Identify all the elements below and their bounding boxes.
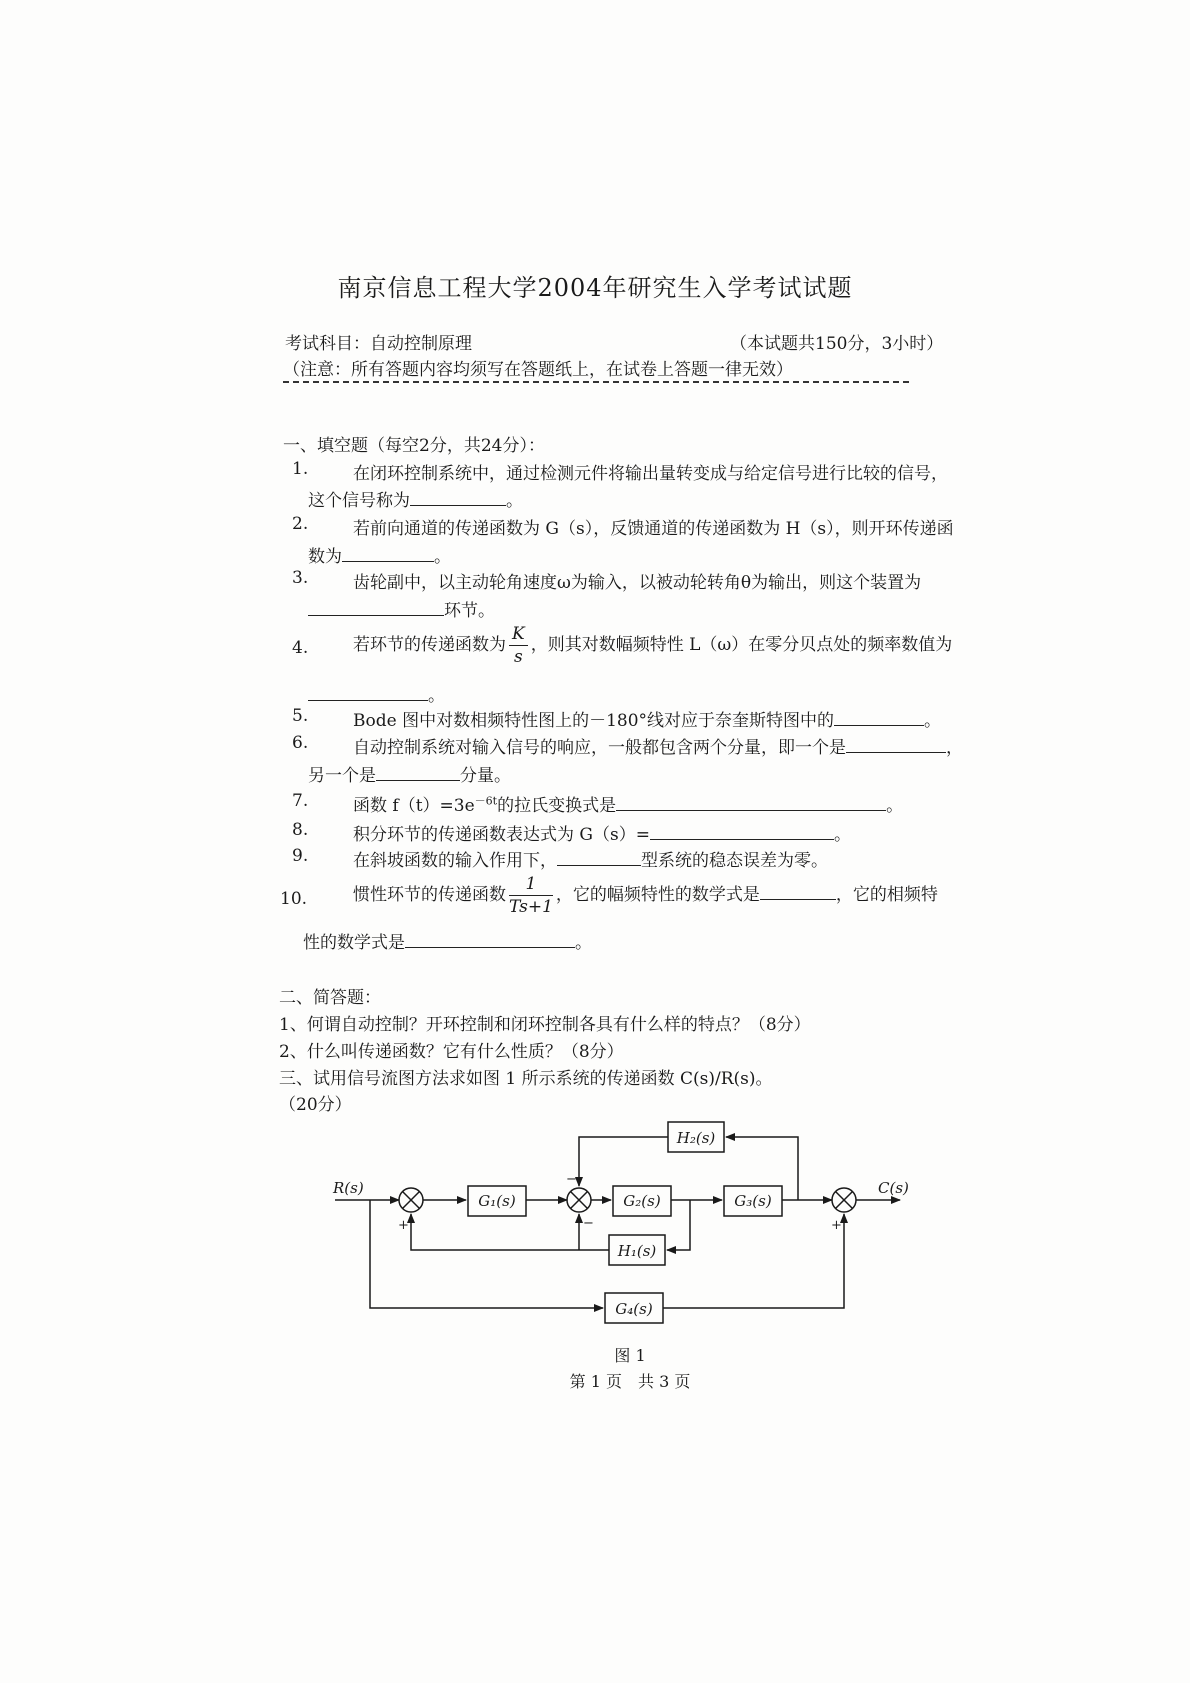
q3-end: 环节。 — [444, 601, 495, 621]
q6-cont-text: 另一个是 — [308, 766, 376, 786]
section1-heading: 一、填空题（每空2分，共24分）： — [283, 436, 545, 456]
q10-end: 。 — [575, 933, 592, 953]
q6-cont-end: 分量。 — [460, 766, 511, 786]
q6-text-body: 自动控制系统对输入信号的响应，一般都包含两个分量，即一个是 — [353, 738, 846, 758]
q1-number: 1. — [292, 459, 309, 479]
q7-post: 的拉氏变换式是 — [497, 796, 617, 816]
q6-end: ， — [946, 738, 963, 758]
exam-notice: （注意：所有答题内容均须写在答题纸上，在试卷上答题一律无效） — [283, 360, 793, 380]
q1-end: 。 — [506, 491, 523, 511]
q5-end: 。 — [924, 711, 942, 731]
q4-end: 。 — [428, 686, 445, 706]
sign-sj2-minus: − — [566, 1172, 577, 1187]
q9-post: 型系统的稳态误差为零。 — [641, 851, 828, 871]
figure-caption: 图 1 — [614, 1346, 646, 1365]
q8-number: 8. — [292, 820, 309, 840]
label-h1: H₁(s) — [617, 1242, 657, 1260]
q6-number: 6. — [292, 733, 309, 753]
q10-cont-text: 性的数学式是 — [303, 933, 405, 953]
q2-end: 。 — [434, 547, 451, 567]
q10-frac-denominator: Ts+1 — [509, 897, 553, 917]
q10-post: ，它的相频特 — [835, 885, 938, 905]
q7-number: 7. — [292, 791, 309, 811]
exam-title: 南京信息工程大学2004年研究生入学考试试题 — [337, 274, 853, 302]
q9-number: 9. — [292, 846, 309, 866]
q3-text: 齿轮副中，以主动轮角速度ω为输入，以被动轮转角θ为输出，则这个装置为 — [353, 573, 922, 593]
q8-end: 。 — [833, 825, 851, 845]
q5-text-body: Bode 图中对数相频特性图上的－180°线对应于奈奎斯特图中的 — [353, 711, 835, 731]
label-output: C(s) — [878, 1179, 909, 1197]
section3-score: （20分） — [279, 1095, 352, 1115]
q1-cont-text: 这个信号称为 — [308, 491, 410, 511]
q10-pre: 惯性环节的传递函数 — [353, 885, 506, 905]
label-g1: G₁(s) — [478, 1192, 516, 1210]
q10-number: 10. — [280, 889, 308, 909]
q4-post: ，则其对数幅频特性 L（ω）在零分贝点处的频率数值为 — [530, 635, 953, 655]
label-g3: G₃(s) — [734, 1192, 772, 1210]
q1-text: 在闭环控制系统中，通过检测元件将输出量转变成与给定信号进行比较的信号， — [353, 464, 948, 484]
q4-pre: 若环节的传递函数为 — [353, 635, 506, 655]
exam-subject: 考试科目：自动控制原理 — [285, 334, 472, 354]
sign-sj3-plus: + — [831, 1218, 842, 1233]
q7-end: 。 — [886, 796, 904, 816]
exam-score-info: （本试题共150分，3小时） — [730, 334, 944, 354]
section2-q2: 2、什么叫传递函数？它有什么性质？（8分） — [279, 1042, 624, 1062]
sign-sj1-plus: + — [398, 1218, 409, 1233]
page-footer: 第 1 页 共 3 页 — [569, 1372, 691, 1391]
label-h2: H₂(s) — [676, 1129, 716, 1147]
label-input: R(s) — [333, 1179, 364, 1197]
q7-exponent: －6t — [474, 794, 498, 808]
q10-frac-numerator: 1 — [509, 873, 553, 896]
q5-number: 5. — [292, 706, 309, 726]
q4-frac-denominator: s — [513, 647, 523, 667]
label-g4: G₄(s) — [615, 1300, 653, 1318]
section2-q1: 1、何谓自动控制？开环控制和闭环控制各具有什么样的特点？（8分） — [279, 1015, 811, 1035]
q4-frac-numerator: K — [509, 623, 528, 646]
q2-cont-text: 数为 — [308, 547, 342, 567]
q9-pre: 在斜坡函数的输入作用下， — [353, 851, 557, 871]
label-g2: G₂(s) — [623, 1192, 661, 1210]
q10-mid: ，它的幅频特性的数学式是 — [555, 885, 760, 905]
section2-heading: 二、简答题： — [279, 988, 381, 1008]
section3-text: 三、试用信号流图方法求如图 1 所示系统的传递函数 C(s)/R(s)。 — [279, 1069, 773, 1089]
q2-number: 2. — [292, 514, 309, 534]
q8-text-body: 积分环节的传递函数表达式为 G（s）= — [353, 825, 650, 845]
sign-sj2-minus-bottom: − — [583, 1216, 594, 1231]
q4-number: 4. — [292, 638, 309, 658]
q2-text: 若前向通道的传递函数为 G（s），反馈通道的传递函数为 H（s），则开环传递函 — [353, 519, 954, 539]
q3-number: 3. — [292, 568, 309, 588]
q7-pre: 函数 f（t）=3e — [353, 796, 475, 816]
